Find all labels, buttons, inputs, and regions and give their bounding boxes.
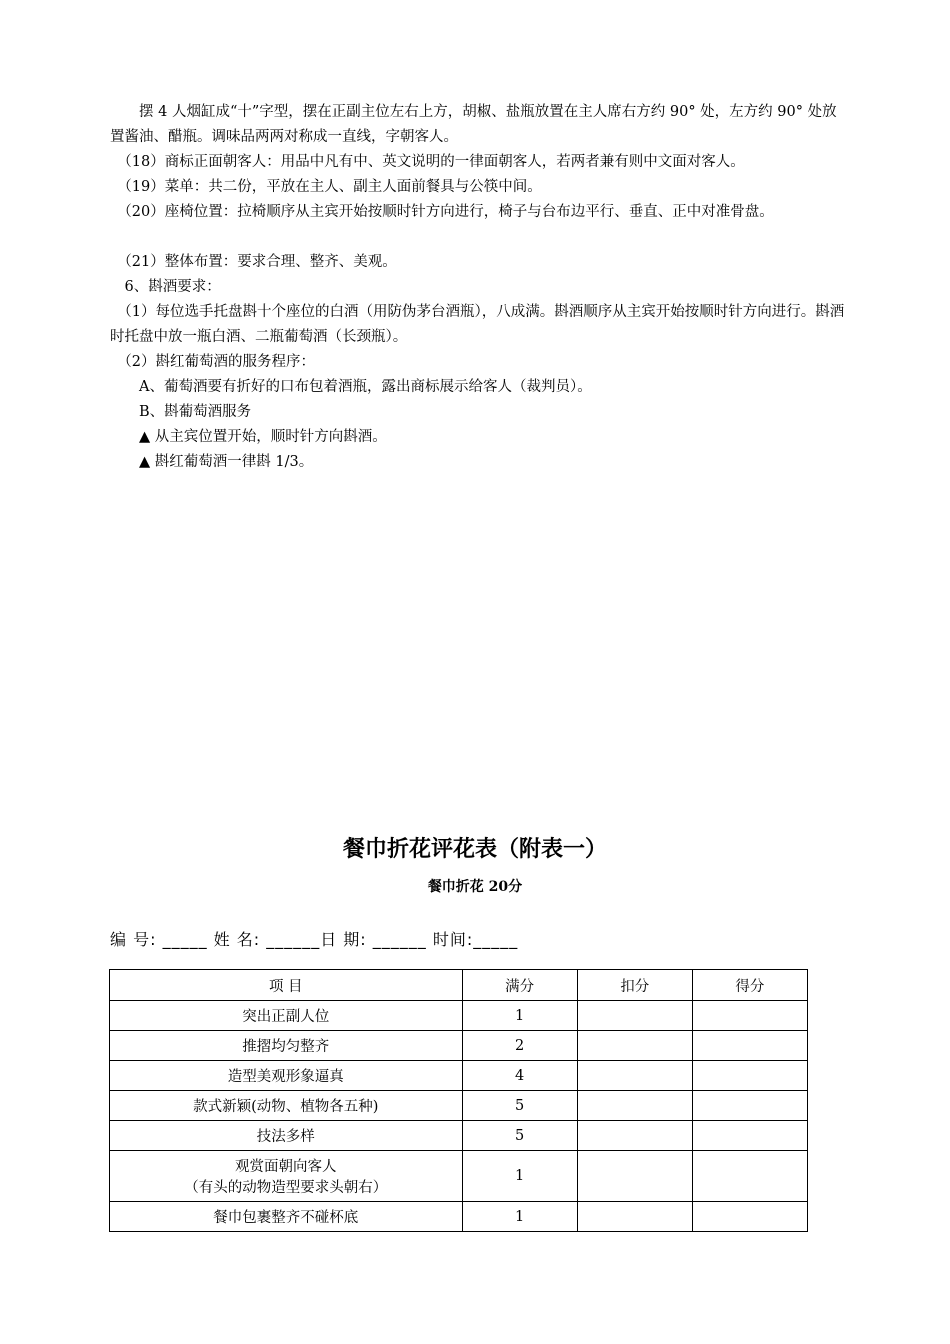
section-6-heading: 6、斟酒要求： [110,279,221,295]
item-main-text: 观赏面朝向客人 [235,1159,337,1175]
full-score-cell: 1 [462,1001,577,1031]
item-cell: 技法多样 [110,1121,463,1151]
deduction-cell [577,1121,692,1151]
form-subtitle: 餐巾折花 20分 [427,879,523,895]
deduction-cell [577,1061,692,1091]
header-score: 得分 [692,970,807,1001]
form-title: 餐巾折花评花表（附表一） [342,837,607,862]
full-score-cell: 5 [462,1121,577,1151]
full-score-cell: 1 [462,1202,577,1232]
score-cell [692,1151,807,1202]
paragraph-20: （20）座椅位置：拉椅顺序从主宾开始按顺时针方向进行，椅子与台布边平行、垂直、正中对准骨盘。 [110,204,774,220]
score-cell [692,1001,807,1031]
item-cell: 餐巾包裹整齐不碰杯底 [110,1202,463,1232]
item-cell: 突出正副人位 [110,1001,463,1031]
full-score-cell: 5 [462,1091,577,1121]
paragraph-pour-1: （1）每位选手托盘斟十个座位的白酒（用防伪茅台酒瓶），八成满。斟酒顺序从主宾开始按顺时针方向进行。斟酒时托盘中放一瓶白酒、二瓶葡萄酒（长颈瓶）。 [110,304,845,345]
score-cell [692,1121,807,1151]
paragraph-pour-b: B、斟葡萄酒服务 [110,404,252,420]
item-sub-text: （有头的动物造型要求头朝右） [184,1180,388,1196]
paragraph-18: （18）商标正面朝客人：用品中凡有中、英文说明的一律面朝客人，若两者兼有则中文面对客人。 [110,154,745,170]
deduction-cell [577,1202,692,1232]
header-full-score: 满分 [462,970,577,1001]
table-row [110,1061,808,1091]
deduction-cell [577,1151,692,1202]
bullet-item-2: ▲ 斟红葡萄酒一律斟 1/3。 [110,454,314,470]
paragraph-ashtray: 摆 4 人烟缸成“十”字型，摆在正副主位左右上方，胡椒、盐瓶放置在主人席右方约 90° 处，左方约 90° 处放置酱油、醋瓶。调味品两两对称成一直线，字朝客人。 [110,104,837,145]
table-row [110,1031,808,1061]
deduction-cell [577,1001,692,1031]
score-cell [692,1031,807,1061]
table-row [110,1151,808,1202]
score-table [109,969,808,1232]
form-info-line: 编 号: _____ 姓 名: ______日 期: ______ 时间:_____ [110,930,519,949]
item-cell [110,1151,463,1202]
item-cell: 造型美观形象逼真 [110,1061,463,1091]
full-score-cell: 4 [462,1061,577,1091]
deduction-cell [577,1091,692,1121]
paragraph-21: （21）整体布置：要求合理、整齐、美观。 [110,254,397,270]
full-score-cell: 1 [462,1151,577,1202]
full-score-cell: 2 [462,1031,577,1061]
table-header-row [110,970,808,1001]
item-cell: 款式新颖(动物、植物各五种) [110,1091,463,1121]
table-row [110,1202,808,1232]
paragraph-19: （19）菜单：共二份，平放在主人、副主人面前餐具与公筷中间。 [110,179,542,195]
paragraph-pour-a: A、葡萄酒要有折好的口布包着酒瓶，露出商标展示给客人（裁判员）。 [110,379,592,395]
bullet-item-1: ▲ 从主宾位置开始，顺时针方向斟酒。 [110,429,387,445]
header-deduction: 扣分 [577,970,692,1001]
paragraph-pour-2: （2）斟红葡萄酒的服务程序： [110,354,315,370]
table-row [110,1001,808,1031]
deduction-cell [577,1031,692,1061]
score-cell [692,1091,807,1121]
table-row [110,1121,808,1151]
score-cell [692,1061,807,1091]
header-item: 项 目 [110,970,463,1001]
item-cell: 推摺均匀整齐 [110,1031,463,1061]
table-row [110,1091,808,1121]
score-cell [692,1202,807,1232]
